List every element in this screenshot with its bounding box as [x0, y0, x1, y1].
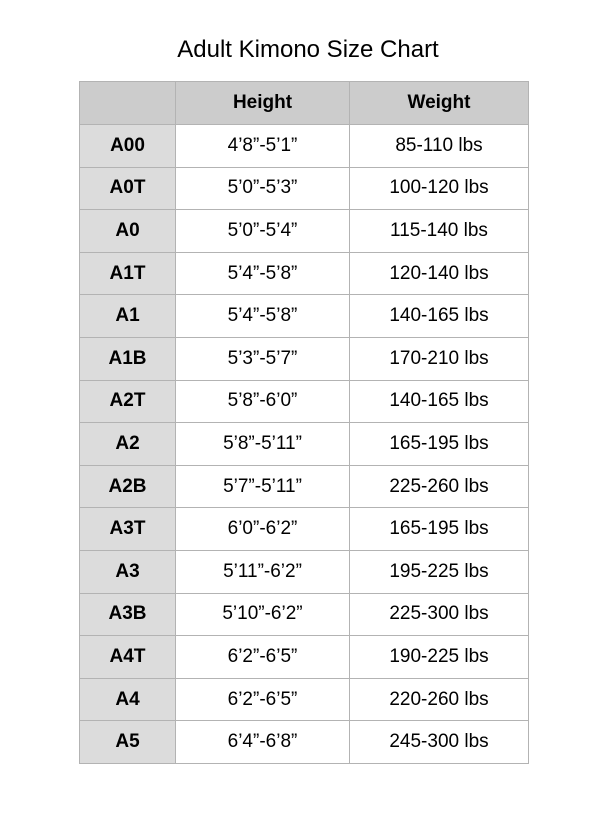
table-row: [80, 465, 529, 508]
height-cell: 5’4”-5’8”: [176, 252, 350, 295]
size-cell: A0T: [80, 167, 176, 210]
table-row: [80, 721, 529, 764]
size-cell: A1B: [80, 337, 176, 380]
height-cell: 5’8”-5’11”: [176, 423, 350, 466]
table-row: [80, 508, 529, 551]
weight-cell: 120-140 lbs: [350, 252, 529, 295]
height-cell: 6’0”-6’2”: [176, 508, 350, 551]
table-row: [80, 125, 529, 168]
height-cell: 5’8”-6’0”: [176, 380, 350, 423]
header-height: Height: [176, 82, 350, 125]
height-cell: 6’2”-6’5”: [176, 636, 350, 679]
weight-cell: 140-165 lbs: [350, 380, 529, 423]
size-cell: A0: [80, 210, 176, 253]
table-row: [80, 550, 529, 593]
header-row: [80, 82, 529, 125]
size-chart-table: [79, 81, 529, 764]
table-row: [80, 593, 529, 636]
weight-cell: 165-195 lbs: [350, 508, 529, 551]
table-row: [80, 423, 529, 466]
weight-cell: 225-300 lbs: [350, 593, 529, 636]
table-body: [80, 125, 529, 764]
table-row: [80, 210, 529, 253]
size-cell: A5: [80, 721, 176, 764]
size-cell: A4: [80, 678, 176, 721]
table-row: [80, 295, 529, 338]
header-weight: Weight: [350, 82, 529, 125]
size-cell: A1T: [80, 252, 176, 295]
height-cell: 5’11”-6’2”: [176, 550, 350, 593]
weight-cell: 225-260 lbs: [350, 465, 529, 508]
size-cell: A1: [80, 295, 176, 338]
size-cell: A3: [80, 550, 176, 593]
height-cell: 5’0”-5’4”: [176, 210, 350, 253]
weight-cell: 115-140 lbs: [350, 210, 529, 253]
weight-cell: 165-195 lbs: [350, 423, 529, 466]
size-cell: A3B: [80, 593, 176, 636]
size-cell: A2: [80, 423, 176, 466]
table-row: [80, 337, 529, 380]
height-cell: 4’8”-5’1”: [176, 125, 350, 168]
weight-cell: 170-210 lbs: [350, 337, 529, 380]
size-cell: A2B: [80, 465, 176, 508]
height-cell: 5’7”-5’11”: [176, 465, 350, 508]
height-cell: 5’4”-5’8”: [176, 295, 350, 338]
table-row: [80, 167, 529, 210]
height-cell: 5’3”-5’7”: [176, 337, 350, 380]
weight-cell: 100-120 lbs: [350, 167, 529, 210]
height-cell: 5’10”-6’2”: [176, 593, 350, 636]
table-row: [80, 678, 529, 721]
size-cell: A00: [80, 125, 176, 168]
page-title: Adult Kimono Size Chart: [177, 36, 439, 63]
size-cell: A2T: [80, 380, 176, 423]
weight-cell: 220-260 lbs: [350, 678, 529, 721]
weight-cell: 245-300 lbs: [350, 721, 529, 764]
height-cell: 5’0”-5’3”: [176, 167, 350, 210]
header-size: [80, 82, 176, 125]
table-row: [80, 380, 529, 423]
weight-cell: 190-225 lbs: [350, 636, 529, 679]
table-header: [80, 82, 529, 125]
size-cell: A4T: [80, 636, 176, 679]
weight-cell: 195-225 lbs: [350, 550, 529, 593]
weight-cell: 140-165 lbs: [350, 295, 529, 338]
size-cell: A3T: [80, 508, 176, 551]
table-row: [80, 636, 529, 679]
height-cell: 6’4”-6’8”: [176, 721, 350, 764]
table-row: [80, 252, 529, 295]
height-cell: 6’2”-6’5”: [176, 678, 350, 721]
weight-cell: 85-110 lbs: [350, 125, 529, 168]
